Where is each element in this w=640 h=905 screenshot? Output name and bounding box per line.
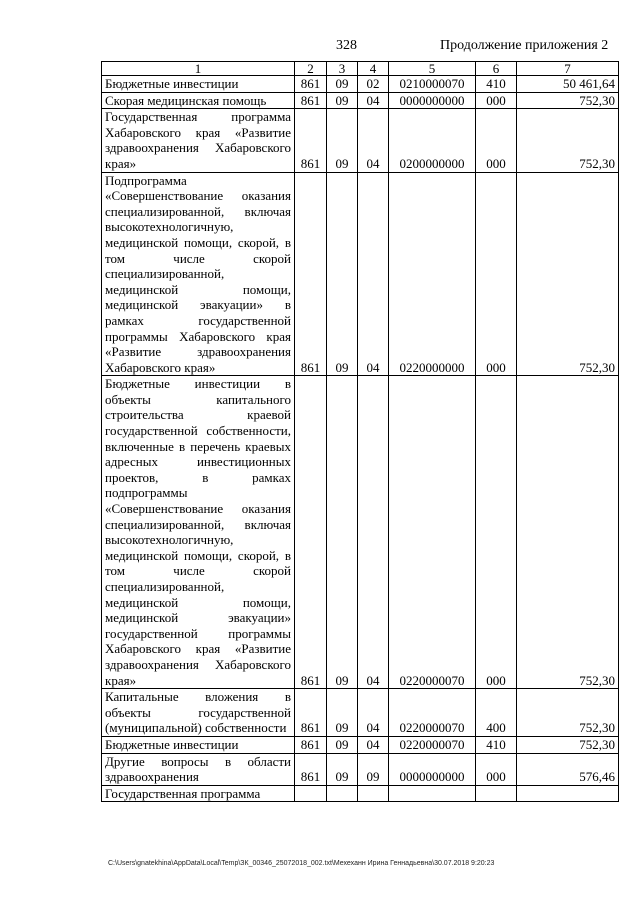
row-code-subsection (358, 785, 389, 802)
table-row (102, 785, 619, 802)
row-code-admin: 861 (295, 76, 327, 93)
row-code-expense-type: 000 (476, 753, 517, 785)
table-row (102, 172, 619, 376)
row-amount (517, 785, 619, 802)
table-row (102, 92, 619, 109)
table-row (102, 376, 619, 689)
row-code-expense-type: 000 (476, 376, 517, 689)
row-code-section: 09 (327, 76, 358, 93)
column-header: 6 (476, 62, 517, 76)
row-name: Государственная программа Хабаровского края «Развитие здравоохранения Хабаровского края» (102, 109, 295, 172)
table-row (102, 736, 619, 753)
budget-table (101, 61, 619, 802)
table-row (102, 76, 619, 93)
row-code-section: 09 (327, 92, 358, 109)
row-amount: 752,30 (517, 92, 619, 109)
row-code-target: 0220000070 (389, 376, 476, 689)
table-header-row (102, 62, 619, 76)
row-name: Другие вопросы в области здравоохранения (102, 753, 295, 785)
row-code-section: 09 (327, 689, 358, 737)
row-code-subsection: 04 (358, 109, 389, 172)
row-name: Бюджетные инвестиции (102, 76, 295, 93)
row-code-expense-type: 410 (476, 76, 517, 93)
row-code-section (327, 785, 358, 802)
table-row (102, 689, 619, 737)
row-code-target (389, 785, 476, 802)
row-code-subsection: 04 (358, 376, 389, 689)
row-name: Бюджетные инвестиции в объекты капитального строительства краевой государственной собственности, включенные в перечень краевых адресных инвестиционных проектов, в рамках подпрограммы «Совершенствование оказания специализированной, включая высокотехнологичную, медицинской помощи, скорой, в том числе скорой специализированной, медицинской помощи, медицинской эвакуации» государственной программы Хабаровского края «Развитие здравоохранения Хабаровского края» (102, 376, 295, 689)
row-code-target: 0220000000 (389, 172, 476, 376)
row-amount: 752,30 (517, 172, 619, 376)
column-header: 3 (327, 62, 358, 76)
row-code-expense-type (476, 785, 517, 802)
row-code-section: 09 (327, 736, 358, 753)
row-amount: 576,46 (517, 753, 619, 785)
row-name: Подпрограмма «Совершенствование оказания специализированной, включая высокотехнологичную, медицинской помощи, скорой, в том числе скорой специализированной, медицинской помощи, медицинской эвакуации» в рамках государственной программы Хабаровского края «Развитие здравоохранения Хабаровского края» (102, 172, 295, 376)
row-code-target: 0220000070 (389, 689, 476, 737)
row-code-target: 0210000070 (389, 76, 476, 93)
row-amount: 752,30 (517, 376, 619, 689)
row-code-admin: 861 (295, 376, 327, 689)
row-code-admin: 861 (295, 92, 327, 109)
row-name: Государственная программа (102, 785, 295, 802)
row-code-subsection: 04 (358, 92, 389, 109)
row-code-expense-type: 400 (476, 689, 517, 737)
row-name: Скорая медицинская помощь (102, 92, 295, 109)
row-code-subsection: 04 (358, 689, 389, 737)
row-code-subsection: 04 (358, 172, 389, 376)
table-row (102, 753, 619, 785)
column-header: 1 (102, 62, 295, 76)
row-code-target: 0000000000 (389, 92, 476, 109)
row-amount: 752,30 (517, 736, 619, 753)
row-code-admin: 861 (295, 753, 327, 785)
row-code-section: 09 (327, 109, 358, 172)
row-code-expense-type: 000 (476, 109, 517, 172)
row-name: Бюджетные инвестиции (102, 736, 295, 753)
row-code-expense-type: 410 (476, 736, 517, 753)
row-amount: 752,30 (517, 109, 619, 172)
row-code-target: 0220000070 (389, 736, 476, 753)
column-header: 5 (389, 62, 476, 76)
row-code-section: 09 (327, 172, 358, 376)
table-row (102, 109, 619, 172)
row-code-section: 09 (327, 376, 358, 689)
row-code-subsection: 04 (358, 736, 389, 753)
row-code-target: 0000000000 (389, 753, 476, 785)
row-amount: 752,30 (517, 689, 619, 737)
row-code-expense-type: 000 (476, 172, 517, 376)
row-code-subsection: 02 (358, 76, 389, 93)
column-header: 4 (358, 62, 389, 76)
row-name: Капитальные вложения в объекты государственной (муниципальной) собственности (102, 689, 295, 737)
row-code-section: 09 (327, 753, 358, 785)
row-code-expense-type: 000 (476, 92, 517, 109)
row-code-admin (295, 785, 327, 802)
column-header: 2 (295, 62, 327, 76)
appendix-continuation-label: Продолжение приложения 2 (440, 38, 609, 53)
file-path-footer: C:\Users\gnatekhina\AppData\Local\Temp\ЗК_00346_25072018_002.txt\Мехеханн Ирина Геннадьевна\30.07.2018 9:20:23 (108, 860, 495, 867)
row-code-admin: 861 (295, 172, 327, 376)
column-header: 7 (517, 62, 619, 76)
row-code-admin: 861 (295, 109, 327, 172)
row-amount: 50 461,64 (517, 76, 619, 93)
row-code-admin: 861 (295, 689, 327, 737)
page-number: 328 (336, 38, 357, 53)
row-code-admin: 861 (295, 736, 327, 753)
row-code-target: 0200000000 (389, 109, 476, 172)
row-code-subsection: 09 (358, 753, 389, 785)
